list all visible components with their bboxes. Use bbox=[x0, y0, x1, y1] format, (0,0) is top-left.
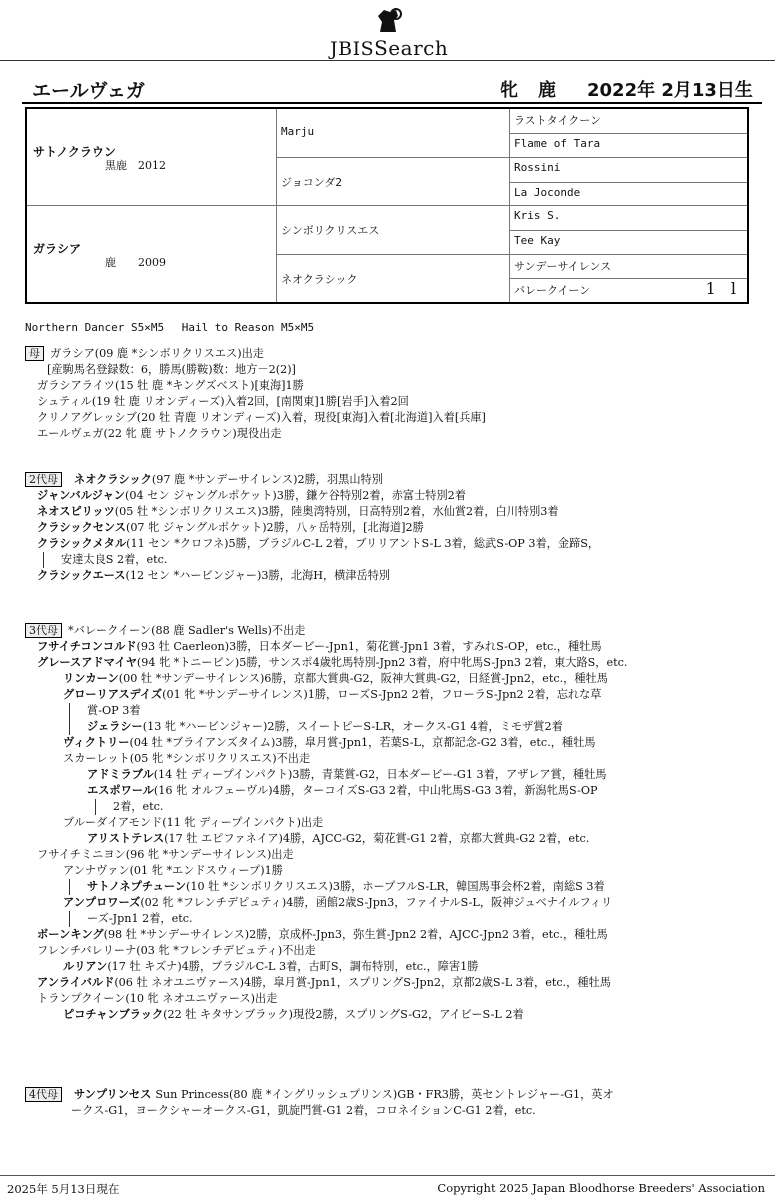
logo-text-search: Search bbox=[374, 36, 449, 60]
continuation-bar bbox=[95, 799, 96, 815]
offspring-detail: (22 牡 キタサンブラック)現役2勝，スプリングS-G2，アイビーS-L 2着 bbox=[163, 1008, 524, 1021]
continuation-bar bbox=[43, 552, 44, 568]
section-tag-dam: 母 bbox=[25, 346, 44, 361]
offspring-detail: (04 セン ジャングルポケット)3勝，鎌ケ谷特別2着，赤富士特別2着 bbox=[125, 489, 466, 502]
pedigree-g3-cell bbox=[510, 279, 747, 302]
offspring-detail: (17 牡 エピファネイア)4勝，AJCC-G2，菊花賞-G1 2着，京都大賞典-G2 2着，etc. bbox=[164, 832, 590, 845]
sire-sire-name[interactable]: Marju bbox=[281, 125, 315, 138]
logo-text-jbis: JBIS bbox=[330, 38, 375, 60]
pedigree-g3-cell bbox=[510, 255, 747, 279]
pedigree-sire-cell bbox=[27, 109, 277, 206]
offspring-detail: アンナヴァン(01 牝 *エンドスウィープ)1勝 bbox=[63, 864, 283, 877]
g3-name[interactable]: バレークイーン bbox=[514, 284, 591, 297]
offspring-detail: スカーレット(05 牝 *シンボリクリスエス)不出走 bbox=[63, 752, 311, 765]
offspring-name[interactable]: クラシックメタル bbox=[37, 537, 127, 550]
offspring-detail: フレンチバレリーナ(03 牝 *フレンチデピュティ)不出走 bbox=[37, 944, 316, 957]
horse-color: 鹿 bbox=[538, 80, 556, 101]
pedigree-dam-cell bbox=[27, 206, 277, 302]
header bbox=[0, 0, 775, 62]
fourth-dam-name[interactable]: サンプリンセス bbox=[74, 1088, 152, 1101]
offspring-name[interactable]: アドミラブル bbox=[87, 768, 154, 781]
section-tag-3rd-dam: 3代母 bbox=[25, 623, 62, 638]
sire-detail: 黒鹿 2012 bbox=[105, 159, 166, 172]
continuation-bar bbox=[69, 719, 70, 735]
offspring-name[interactable]: フサイチコンコルド bbox=[37, 640, 137, 653]
second-dam-name[interactable]: ネオクラシック bbox=[74, 473, 152, 486]
dam-line: ガラシアライツ(15 牡 鹿 *キングズベスト)[東海]1勝 bbox=[37, 379, 304, 392]
pedigree-g3-cell bbox=[510, 183, 747, 206]
offspring-name[interactable]: ヴィクトリー bbox=[63, 736, 130, 749]
offspring-detail: 賞-OP 3着 bbox=[87, 704, 141, 717]
section-tag-2nd-dam: 2代母 bbox=[25, 472, 62, 487]
dam-line: ガラシア(09 鹿 *シンボリクリスエス)出走 bbox=[50, 347, 264, 360]
horse-birthdate: 2022年 2月13日生 bbox=[587, 80, 753, 101]
jbis-search-logo[interactable] bbox=[330, 8, 460, 60]
copyright: Copyright 2025 Japan Bloodhorse Breeders' Association bbox=[437, 1181, 765, 1195]
offspring-detail: (04 牡 *ブライアンズタイム)3勝，皐月賞-Jpn1，若葉S-L，京都記念-G2 3着，etc.，種牡馬 bbox=[129, 736, 596, 749]
g3-name[interactable]: サンデーサイレンス bbox=[514, 260, 612, 273]
dam-line: シュティル(19 牡 鹿 リオンディーズ)入着2回，[南関東]1勝[岩手]入着2回 bbox=[37, 395, 409, 408]
g3-name[interactable]: Rossini bbox=[514, 161, 561, 174]
offspring-name[interactable]: クラシックエース bbox=[37, 569, 126, 582]
horse-sex: 牝 bbox=[500, 80, 518, 101]
offspring-detail: (12 セン *ハービンジャー)3勝，北海H，横津岳特別 bbox=[125, 569, 391, 582]
offspring-detail: ーズ-Jpn1 2着，etc. bbox=[87, 912, 193, 925]
pedigree-dam-dam-cell bbox=[277, 255, 510, 302]
footer-divider bbox=[0, 1175, 775, 1176]
continuation-bar bbox=[69, 879, 70, 895]
offspring-detail: フサイチミニヨン(96 牝 *サンデーサイレンス)出走 bbox=[37, 848, 294, 861]
dam-dam-name[interactable]: ネオクラシック bbox=[281, 273, 358, 286]
offspring-detail: (16 牝 オルフェーヴル)4勝，ターコイズS-G3 2着，中山牝馬S-G3 3着，新潟牝馬S-OP bbox=[153, 784, 598, 797]
horse-head-icon bbox=[374, 8, 404, 34]
pedigree-table bbox=[25, 107, 749, 304]
offspring-detail: (06 牡 ネオユニヴァース)4勝，皐月賞-Jpn1，スプリングS-Jpn2，京都2歳S-L 3着，etc.，種牡馬 bbox=[114, 976, 611, 989]
offspring-detail: (01 牝 *サンデーサイレンス)1勝，ローズS-Jpn2 2着，フローラS-Jpn2 2着，忘れな草 bbox=[162, 688, 602, 701]
offspring-detail: (00 牡 *サンデーサイレンス)6勝，京都大賞典-G2，阪神大賞典-G2，日経賞-Jpn2，etc.，種牡馬 bbox=[118, 672, 608, 685]
offspring-name[interactable]: ジェラシー bbox=[87, 720, 143, 733]
offspring-name[interactable]: エスポワール bbox=[87, 784, 154, 797]
dam-line: エールヴェガ(22 牝 鹿 サトノクラウン)現役出走 bbox=[37, 427, 282, 440]
offspring-detail: (05 牡 *シンボリクリスエス)3勝，陸奥湾特別，日高特別2着，水仙賞2着，白川特別3着 bbox=[114, 505, 559, 518]
inbreeding-crosses: Northern Dancer S5×M5 Hail to Reason M5×M5 bbox=[25, 321, 315, 334]
dam-line: [産駒馬名登録数：6，勝馬(勝鞍)数：地方－2(2)] bbox=[47, 363, 296, 376]
pedigree-g3-cell bbox=[510, 158, 747, 183]
g3-name[interactable]: ラストタイクーン bbox=[514, 114, 602, 127]
offspring-detail: (17 牡 キズナ)4勝，ブラジルC-L 3着，古町S，調布特別，etc.，障害1勝 bbox=[107, 960, 479, 973]
as-of-date: 2025年 5月13日現在 bbox=[7, 1182, 120, 1196]
offspring-name[interactable]: ボーンキング bbox=[37, 928, 104, 941]
fourth-dam-detail: Sun Princess(80 鹿 *イングリッシュプリンス)GB・FR3勝，英セントレジャー-G1，英オ bbox=[155, 1088, 614, 1101]
pedigree-sire-dam-cell bbox=[277, 158, 510, 206]
dam-line: クリノアグレッシブ(20 牡 青鹿 リオンディーズ)入着，現役[東海]入着[北海道]入着[兵庫] bbox=[37, 411, 486, 424]
g3-name[interactable]: La Joconde bbox=[514, 186, 581, 199]
dam-name[interactable]: ガラシア bbox=[33, 242, 82, 256]
offspring-detail: ブルーダイアモンド(11 牝 ディープインパクト)出走 bbox=[63, 816, 324, 829]
offspring-name[interactable]: リンカーン bbox=[63, 672, 119, 685]
offspring-name[interactable]: アリストテレス bbox=[87, 832, 165, 845]
section-tag-4th-dam: 4代母 bbox=[25, 1087, 62, 1102]
offspring-name[interactable]: グローリアスデイズ bbox=[63, 688, 163, 701]
offspring-detail: (10 牡 *シンボリクリスエス)3勝，ホープフルS-LR，韓国馬事会杯2着，南総S 3着 bbox=[186, 880, 605, 893]
offspring-name[interactable]: グレースアドマイヤ bbox=[37, 656, 137, 669]
offspring-detail: (93 牡 Caerleon)3勝，日本ダービー-Jpn1，菊花賞-Jpn1 3着，すみれS-OP，etc.，種牡馬 bbox=[136, 640, 602, 653]
offspring-detail: (02 牝 *フレンチデピュティ)4勝，函館2歳S-Jpn3，ファイナルS-L，阪神ジュベナイルフィリ bbox=[140, 896, 613, 909]
g3-name[interactable]: Tee Kay bbox=[514, 234, 561, 247]
second-dam-section bbox=[25, 472, 599, 584]
offspring-name[interactable]: ジャンバルジャン bbox=[37, 489, 125, 502]
third-dam-name: *バレークイーン(88 鹿 Sadler's Wells)不出走 bbox=[68, 624, 306, 637]
pedigree-g3-cell bbox=[510, 134, 747, 158]
dam-section bbox=[25, 346, 486, 442]
dam-detail: 鹿 2009 bbox=[105, 256, 166, 269]
offspring-name[interactable]: クラシックセンス bbox=[37, 521, 126, 534]
sire-name[interactable]: サトノクラウン bbox=[33, 145, 116, 159]
offspring-detail: (14 牡 ディープインパクト)3勝，青葉賞-G2，日本ダービー-G1 3着，アザレア賞，種牡馬 bbox=[153, 768, 607, 781]
sire-dam-name[interactable]: ジョコンダ2 bbox=[281, 176, 342, 189]
logo-text bbox=[330, 36, 448, 60]
offspring-detail: 2着，etc. bbox=[113, 800, 164, 813]
horse-title-row bbox=[22, 76, 762, 104]
family-number: 1 l bbox=[705, 279, 741, 298]
continuation-bar bbox=[69, 911, 70, 927]
fourth-dam-detail: ークス-G1，ヨークシャーオークス-G1，凱旋門賞-G1 2着，コロネイションC-G1 2着，etc. bbox=[71, 1104, 536, 1117]
offspring-name[interactable]: ルリアン bbox=[63, 960, 108, 973]
offspring-name[interactable]: ピコチャンブラック bbox=[63, 1008, 164, 1021]
offspring-name[interactable]: アンプロワーズ bbox=[63, 896, 141, 909]
offspring-name[interactable]: ネオスピリッツ bbox=[37, 505, 115, 518]
offspring-detail: (98 牡 *サンデーサイレンス)2勝，京成杯-Jpn3，弥生賞-Jpn2 2着，AJCC-Jpn2 3着，etc.，種牡馬 bbox=[103, 928, 608, 941]
offspring-detail: 安達太良S 2着，etc. bbox=[61, 553, 168, 566]
pedigree-g3-cell bbox=[510, 109, 747, 134]
fourth-dam-section bbox=[25, 1087, 614, 1119]
pedigree-sire-sire-cell bbox=[277, 109, 510, 158]
pedigree-g3-cell bbox=[510, 231, 747, 255]
offspring-name[interactable]: アンライバルド bbox=[37, 976, 115, 989]
second-dam-detail: (97 鹿 *サンデーサイレンス)2勝，羽黒山特別 bbox=[151, 473, 383, 486]
offspring-detail: (13 牝 *ハービンジャー)2勝，スイートピーS-LR，オークス-G1 4着，ミモザ賞2着 bbox=[142, 720, 563, 733]
pedigree-dam-sire-cell bbox=[277, 206, 510, 255]
offspring-detail: (94 牝 *トニービン)5勝，サンスポ4歳牝馬特別-Jpn2 3着，府中牝馬S-Jpn3 2着，東大路S，etc. bbox=[136, 656, 628, 669]
dam-sire-name[interactable]: シンボリクリスエス bbox=[281, 224, 380, 237]
g3-name[interactable]: Flame of Tara bbox=[514, 137, 601, 150]
continuation-bar bbox=[69, 703, 70, 719]
offspring-detail: (11 セン *クロフネ)5勝，ブラジルC-L 2着，ブリリアントS-L 3着，総武S-OP 3着，金蹄S， bbox=[126, 537, 600, 550]
offspring-detail: (07 牝 ジャングルポケット)2勝，八ヶ岳特別，[北海道]2勝 bbox=[125, 521, 424, 534]
g3-name[interactable]: Kris S. bbox=[514, 209, 561, 222]
third-dam-section bbox=[25, 623, 627, 1023]
header-divider bbox=[0, 60, 775, 61]
offspring-name[interactable]: サトノネプチューン bbox=[87, 880, 187, 893]
pedigree-g3-cell bbox=[510, 206, 747, 231]
horse-name: エールヴェガ bbox=[32, 80, 145, 102]
offspring-detail: トランプクイーン(10 牝 ネオユニヴァース)出走 bbox=[37, 992, 278, 1005]
